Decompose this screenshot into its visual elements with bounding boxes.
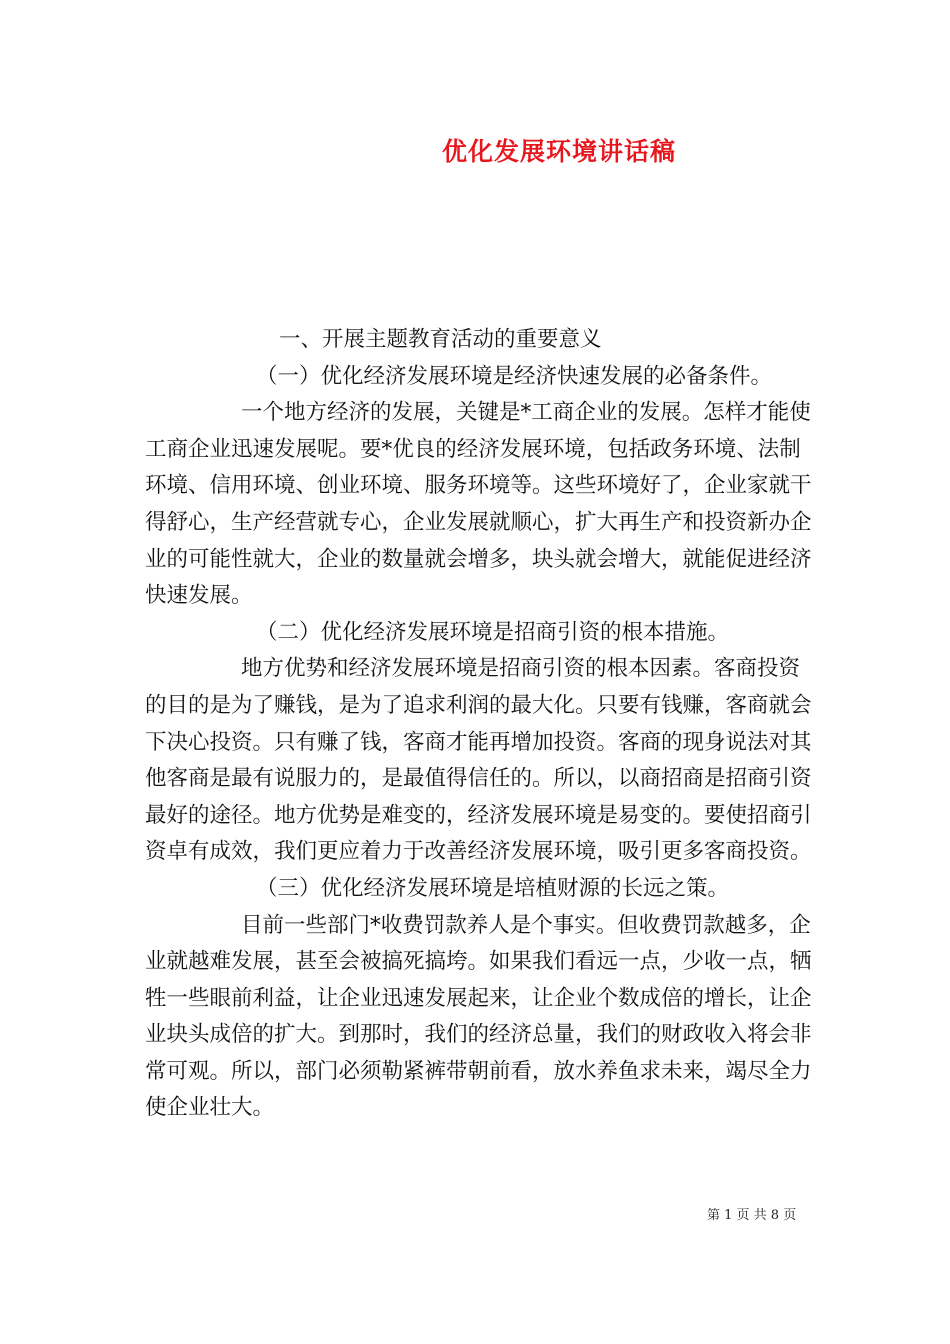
page-number: 第 1 页 共 8 页 (707, 1208, 797, 1223)
document-title: 优化发展环境讲话稿 (441, 137, 676, 166)
document-body (145, 322, 817, 1127)
paragraph-2: 地方优势和经济发展环境是招商引资的根本因素。客商投资的目的是为了赚钱，是为了追求利润的最大化。只要有钱赚，客商就会下决心投资。只有赚了钱，客商才能再增加投资。客商的现身说法对其他客商是最有说服力的，是最值得信任的。所以，以商招商是招商引资最好的途径。地方优势是难变的，经济发展环境是易变的。要使招商引资卓有成效，我们更应着力于改善经济发展环境，吸引更多客商投资。 (145, 656, 812, 865)
paragraph-3: 目前一些部门*收费罚款养人是个事实。但收费罚款越多，企业就越难发展，甚至会被搞死搞垮。如果我们看远一点，少收一点，牺牲一些眼前利益，让企业迅速发展起来，让企业个数成倍的增长，让企业块头成倍的扩大。到那时，我们的经济总量，我们的财政收入将会非常可观。所以，部门必须勒紧裤带朝前看，放水养鱼求未来，竭尽全力使企业壮大。 (145, 912, 812, 1121)
subsection-heading-3: （三）优化经济发展环境是培植财源的长远之策。 (256, 875, 730, 901)
subsection-heading-2: （二）优化经济发展环境是招商引资的根本措施。 (256, 619, 730, 645)
section-heading: 一、开展主题教育活动的重要意义 (279, 327, 602, 352)
subsection-heading-1: （一）优化经济发展环境是经济快速发展的必备条件。 (256, 363, 773, 389)
paragraph-1: 一个地方经济的发展，关键是*工商企业的发展。怎样才能使工商企业迅速发展呢。要*优良的经济发展环境，包括政务环境、法制环境、信用环境、创业环境、服务环境等。这些环境好了，企业家就干得舒心，生产经营就专心，企业发展就顺心，扩大再生产和投资新办企业的可能性就大，企业的数量就会增多，块头就会增大，就能促进经济快速发展。 (145, 400, 812, 609)
